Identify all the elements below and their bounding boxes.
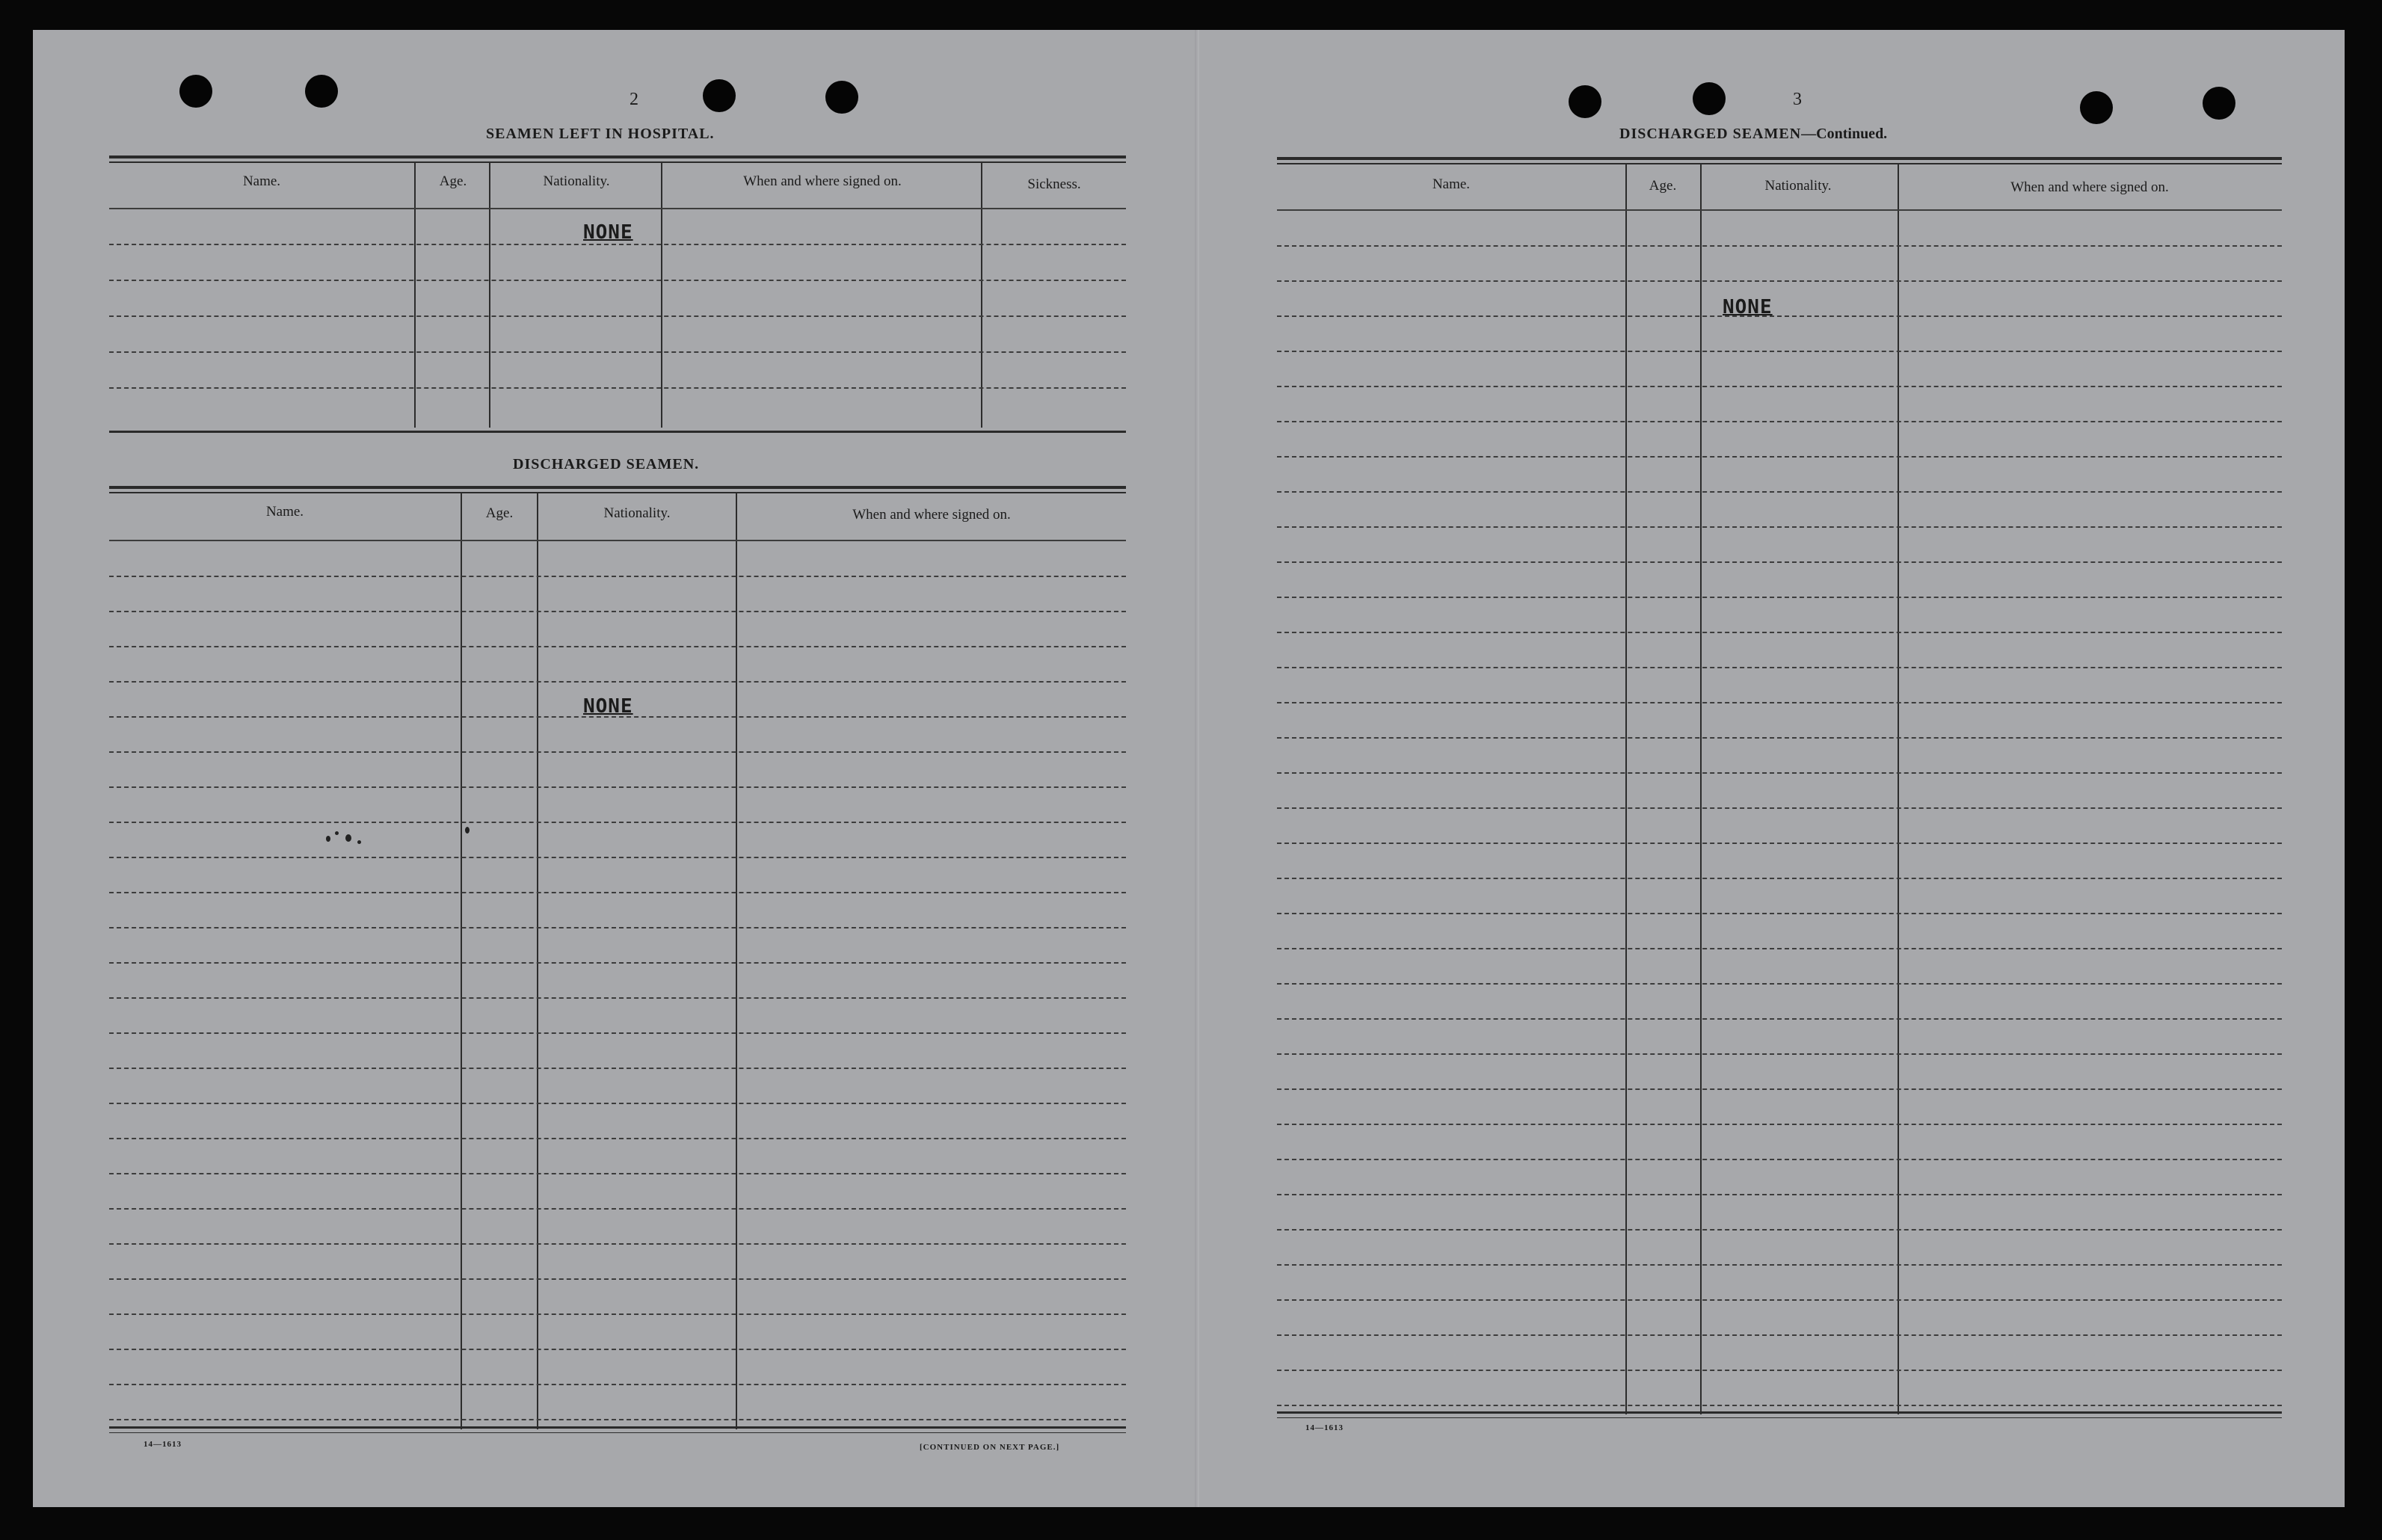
right-bottom-rule-thin xyxy=(1277,1417,2282,1418)
table-row xyxy=(1277,1194,2282,1195)
table-row xyxy=(109,351,1126,353)
discharged-col-signed-on: When and where signed on. xyxy=(852,507,1011,523)
table-row xyxy=(109,1068,1126,1069)
table-row xyxy=(109,1173,1126,1174)
table-row xyxy=(109,751,1126,753)
discharged-section-title: DISCHARGED SEAMEN. xyxy=(513,456,700,472)
table-row xyxy=(1277,491,2282,493)
right-top-rule xyxy=(1277,157,2282,160)
table-row xyxy=(1277,737,2282,739)
table-row xyxy=(109,1208,1126,1210)
table-row xyxy=(1277,1018,2282,1020)
right-col-name: Name. xyxy=(1432,176,1471,192)
discharged-col-nationality: Nationality. xyxy=(603,505,671,521)
continued-note: [CONTINUED ON NEXT PAGE.] xyxy=(920,1443,1060,1452)
discharged-col-name: Name. xyxy=(265,504,304,520)
punch-hole xyxy=(825,81,858,114)
ink-speck xyxy=(335,831,339,835)
table-row xyxy=(1277,983,2282,985)
right-col-signed-on: When and where signed on. xyxy=(2010,179,2169,195)
right-col-age: Age. xyxy=(1649,178,1677,194)
hospital-top-rule xyxy=(109,155,1126,158)
table-row xyxy=(109,997,1126,999)
table-row xyxy=(109,1032,1126,1034)
table-row xyxy=(1277,526,2282,528)
table-row xyxy=(109,1419,1126,1420)
punch-hole xyxy=(1693,82,1726,115)
table-row xyxy=(1277,456,2282,458)
hospital-col-name: Name. xyxy=(242,173,281,189)
table-row xyxy=(1277,878,2282,879)
hospital-table xyxy=(109,161,1126,428)
table-row xyxy=(1277,1264,2282,1266)
hospital-header-rule xyxy=(109,208,1126,209)
table-row xyxy=(1277,843,2282,844)
hospital-col-sickness: Sickness. xyxy=(1027,176,1081,192)
ink-speck xyxy=(357,840,361,844)
punch-hole xyxy=(1569,85,1601,118)
punch-hole xyxy=(2080,91,2113,124)
discharged-bottom-rule xyxy=(109,1426,1126,1429)
page-number-right: 3 xyxy=(1793,90,1802,109)
table-row xyxy=(109,962,1126,964)
table-row xyxy=(1277,667,2282,668)
discharged-table xyxy=(109,492,1126,1429)
table-row xyxy=(1277,421,2282,422)
right-bottom-rule xyxy=(1277,1411,2282,1414)
discharged-bottom-rule-thin xyxy=(109,1432,1126,1433)
discharged-col-divider xyxy=(537,492,538,1429)
right-header-rule xyxy=(1277,209,2282,211)
page-number-left: 2 xyxy=(630,90,638,109)
table-row xyxy=(1277,1229,2282,1231)
page-fold xyxy=(1195,30,1199,1507)
table-row xyxy=(1277,1334,2282,1336)
hospital-none-stamp: NONE xyxy=(583,221,633,244)
table-row xyxy=(1277,913,2282,914)
discharged-top-rule xyxy=(109,486,1126,489)
discharged-header-rule xyxy=(109,540,1126,541)
table-row xyxy=(1277,1405,2282,1406)
right-section-title xyxy=(1619,126,1887,143)
right-title-main: DISCHARGED SEAMEN xyxy=(1619,126,1802,142)
table-row xyxy=(109,1243,1126,1245)
table-row xyxy=(109,244,1126,245)
table-row xyxy=(109,646,1126,647)
table-row xyxy=(109,280,1126,281)
table-row xyxy=(109,611,1126,612)
punch-hole xyxy=(703,79,736,112)
right-title-suffix: —Continued. xyxy=(1801,126,1888,142)
table-row xyxy=(1277,702,2282,703)
table-row xyxy=(1277,1124,2282,1125)
table-row xyxy=(109,1384,1126,1385)
table-row xyxy=(1277,948,2282,949)
table-row xyxy=(109,1138,1126,1139)
table-row xyxy=(109,786,1126,788)
punch-hole xyxy=(179,75,212,108)
table-row xyxy=(109,1349,1126,1350)
table-row xyxy=(109,387,1126,389)
punch-hole xyxy=(305,75,338,108)
discharged-col-divider xyxy=(461,492,462,1429)
table-row xyxy=(1277,280,2282,282)
table-row xyxy=(1277,315,2282,317)
ink-speck xyxy=(465,827,470,834)
discharged-col-divider xyxy=(736,492,737,1429)
table-row xyxy=(1277,245,2282,247)
table-row xyxy=(109,927,1126,928)
table-row xyxy=(1277,597,2282,598)
ink-speck xyxy=(326,836,330,842)
punch-hole xyxy=(2203,87,2235,120)
table-row xyxy=(1277,772,2282,774)
hospital-col-age: Age. xyxy=(439,173,467,189)
table-row xyxy=(1277,1053,2282,1055)
table-row xyxy=(1277,1088,2282,1090)
table-row xyxy=(109,1278,1126,1280)
table-row xyxy=(1277,632,2282,633)
form-number-left: 14—1613 xyxy=(144,1440,182,1449)
table-row xyxy=(1277,561,2282,563)
hospital-col-signed-on: When and where signed on. xyxy=(743,173,902,189)
hospital-section-title: SEAMEN LEFT IN HOSPITAL. xyxy=(486,126,715,142)
ink-speck xyxy=(345,834,351,842)
discharged-none-stamp: NONE xyxy=(583,695,633,718)
table-row xyxy=(109,576,1126,577)
hospital-bottom-rule xyxy=(109,431,1126,433)
table-row xyxy=(1277,1159,2282,1160)
table-row xyxy=(109,892,1126,893)
table-row xyxy=(109,681,1126,683)
table-row xyxy=(109,1103,1126,1104)
table-row xyxy=(1277,1370,2282,1371)
hospital-col-nationality: Nationality. xyxy=(543,173,610,189)
right-discharged-table xyxy=(1277,163,2282,1414)
right-none-stamp: NONE xyxy=(1723,296,1773,318)
discharged-col-age: Age. xyxy=(485,505,514,521)
form-number-right: 14—1613 xyxy=(1305,1423,1344,1432)
table-row xyxy=(1277,386,2282,387)
table-row xyxy=(1277,1299,2282,1301)
table-row xyxy=(1277,351,2282,352)
table-row xyxy=(109,857,1126,858)
table-row xyxy=(109,822,1126,823)
right-col-nationality: Nationality. xyxy=(1764,178,1832,194)
table-row xyxy=(109,315,1126,317)
table-row xyxy=(1277,807,2282,809)
table-row xyxy=(109,1313,1126,1315)
